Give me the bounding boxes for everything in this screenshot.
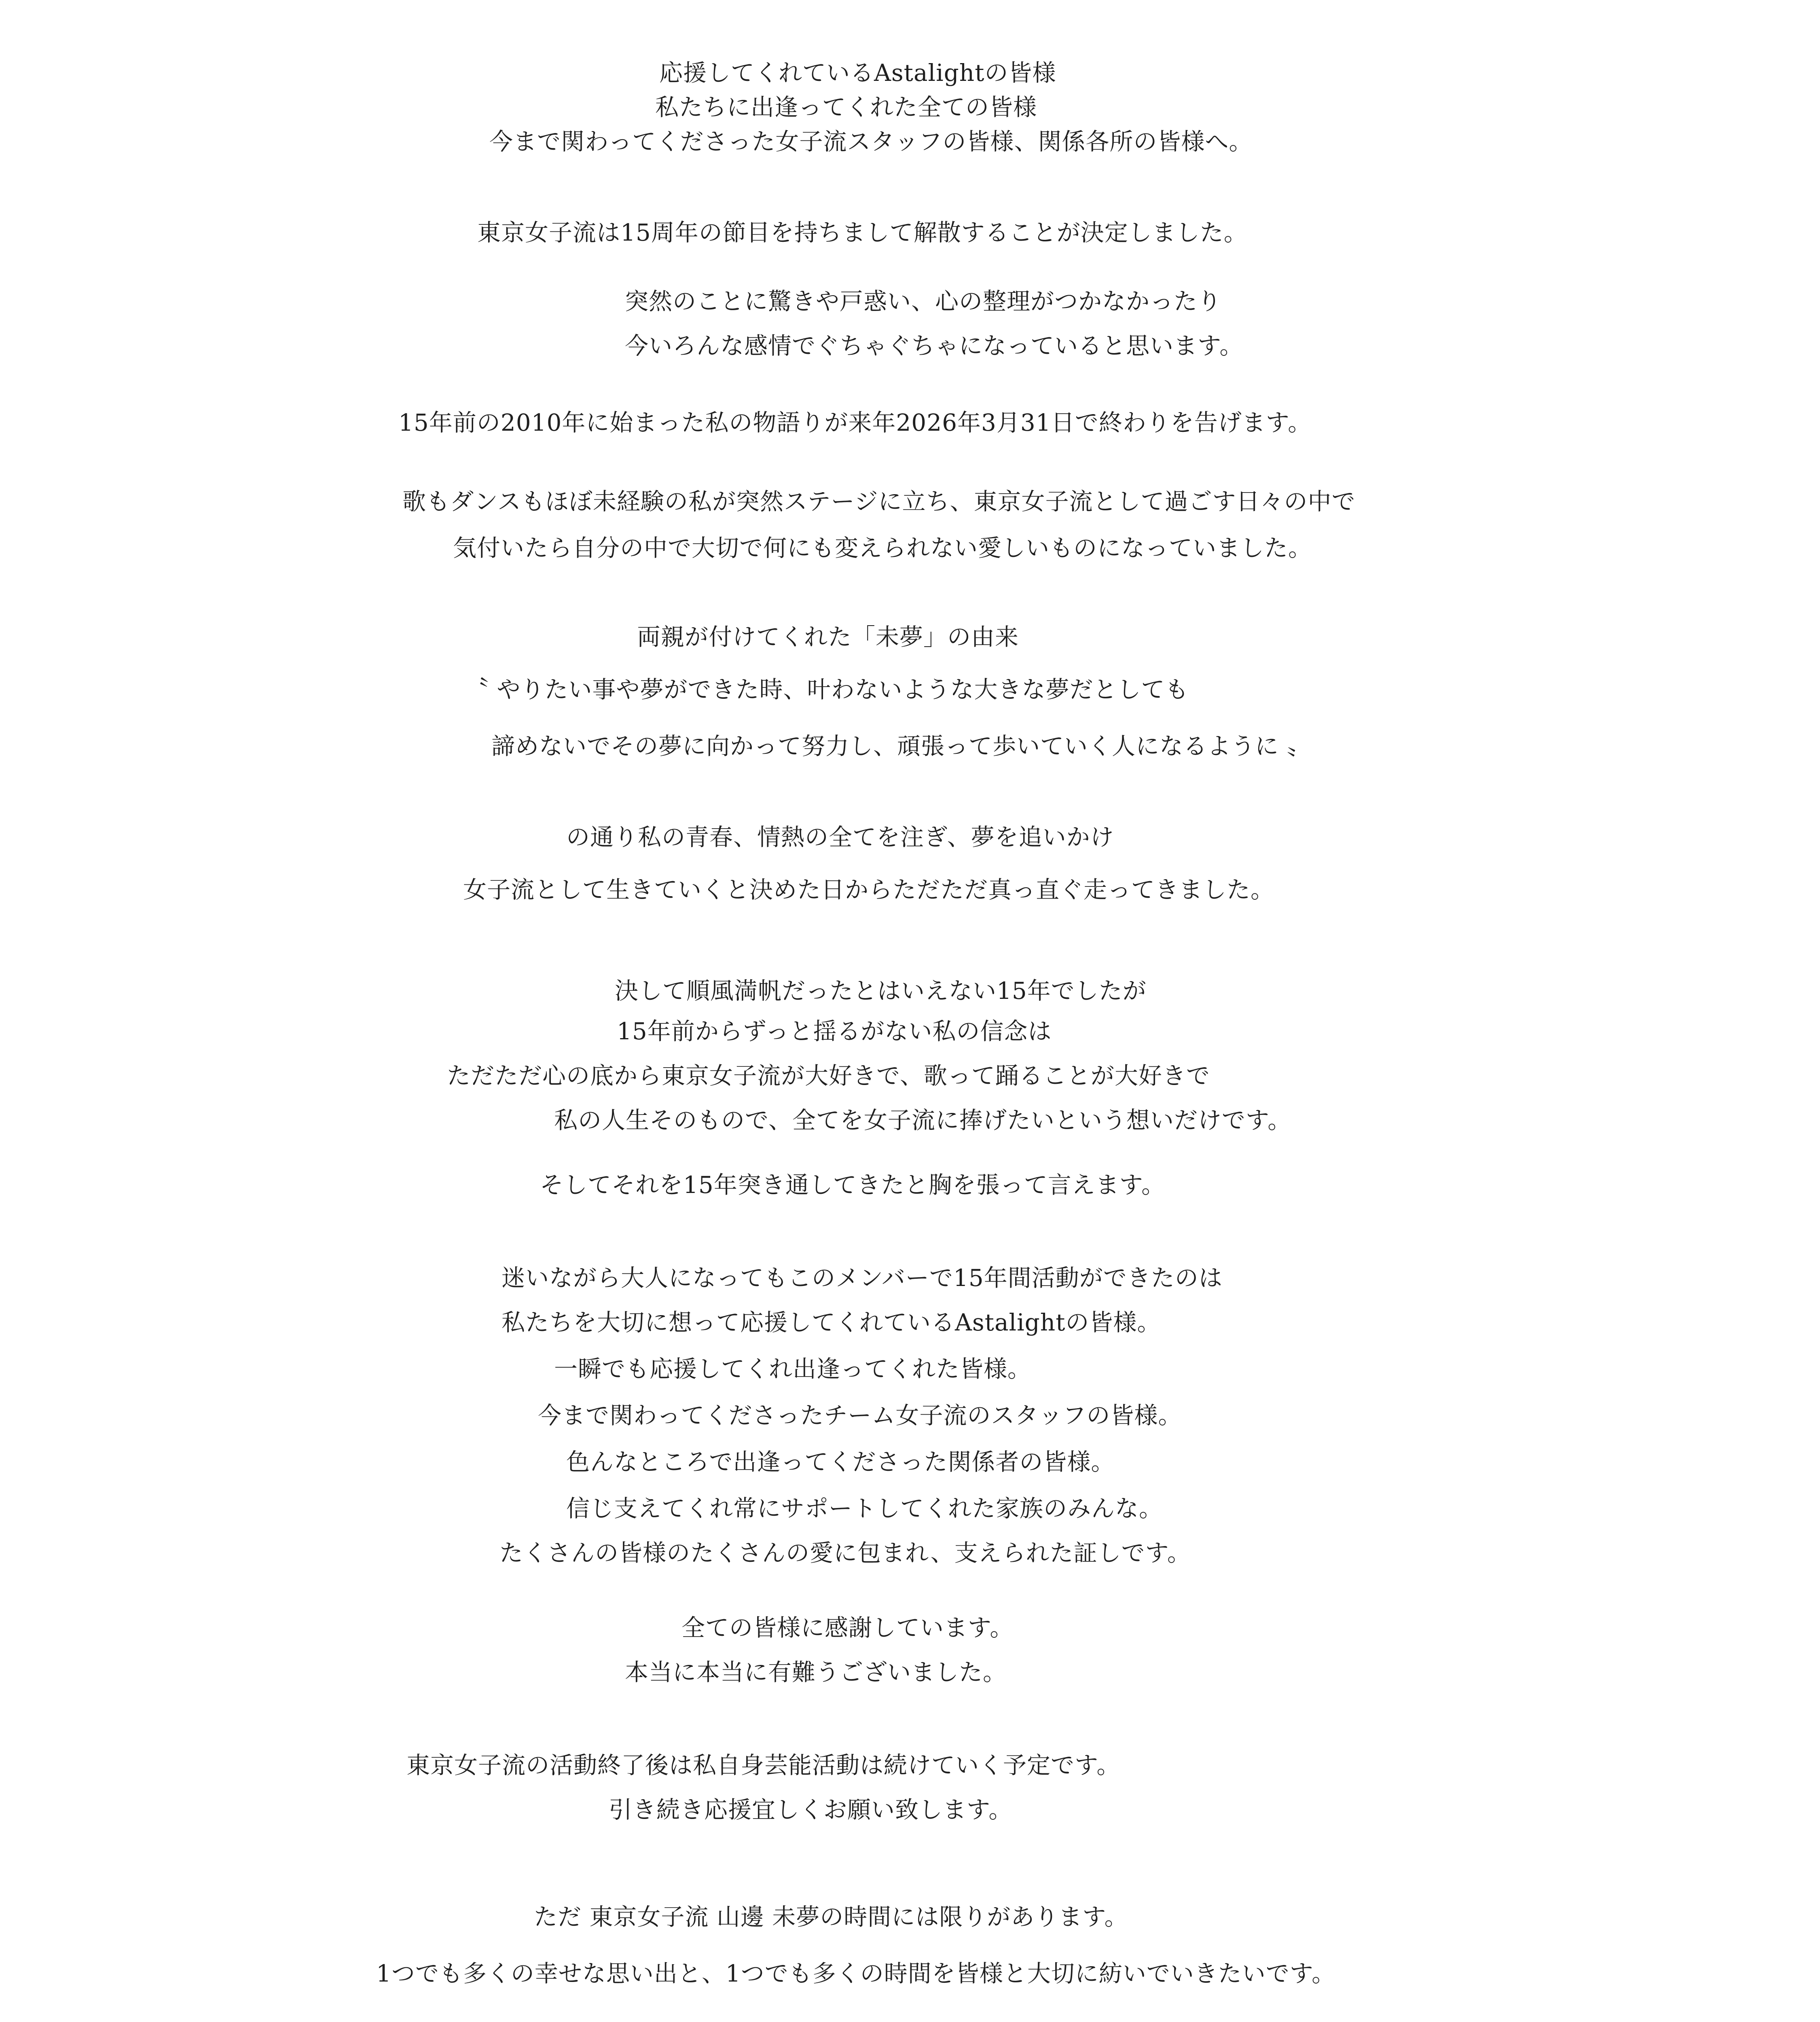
letter-line: 私の人生そのもので、全てを女子流に捧げたいという想いだけです。 (554, 1106, 1292, 1134)
letter-line: 1つでも多くの幸せな思い出と、1つでも多くの時間を皆様と大切に紡いでいきたいです。 (376, 1960, 1336, 1987)
letter-line: 全ての皆様に感謝しています。 (681, 1614, 1014, 1641)
letter-line: 信じ支えてくれ常にサポートしてくれた家族のみんな。 (566, 1495, 1163, 1522)
letter-line: 今いろんな感情でぐちゃぐちゃになっていると思います。 (625, 332, 1244, 360)
letter-line: ただただ心の底から東京女子流が大好きで、歌って踊ることが大好きで (447, 1062, 1210, 1089)
letter-line: 本当に本当に有難うございました。 (625, 1658, 1007, 1686)
letter-line: 諦めないでその夢に向かって努力し、頑張って歩いていく人になるように 〟 (491, 732, 1311, 760)
letter-line: 引き続き応援宜しくお願い致します。 (609, 1796, 1013, 1823)
letter-line: そしてそれを15年突き通してきたと胸を張って言えます。 (540, 1171, 1166, 1199)
letter-line: たくさんの皆様のたくさんの愛に包まれ、支えられた証しです。 (499, 1539, 1191, 1567)
letter-line: 私たちを大切に想って応援してくれているAstalightの皆様。 (502, 1309, 1161, 1336)
letter-line: 歌もダンスもほぼ未経験の私が突然ステージに立ち、東京女子流として過ごす日々の中で (402, 488, 1356, 515)
letter-line: 今まで関わってくださった女子流スタッフの皆様、関係各所の皆様へ。 (489, 128, 1253, 155)
letter-line: 15年前からずっと揺るがない私の信念は (617, 1017, 1052, 1045)
letter-line: 今まで関わってくださったチーム女子流のスタッフの皆様。 (538, 1402, 1182, 1429)
letter-line: 一瞬でも応援してくれ出逢ってくれた皆様。 (554, 1355, 1032, 1383)
letter-line: 私たちに出逢ってくれた全ての皆様 (655, 93, 1037, 121)
letter-line: ただ 東京女子流 山邊 未夢の時間には限りがあります。 (534, 1903, 1128, 1931)
letter-line: 応援してくれているAstalightの皆様 (659, 59, 1056, 87)
letter-line: 色んなところで出逢ってくださった関係者の皆様。 (566, 1448, 1115, 1476)
letter-line: 女子流として生きていくと決めた日からただただ真っ直ぐ走ってきました。 (463, 876, 1275, 903)
letter-line: 迷いながら大人になってもこのメンバーで15年間活動ができたのは (502, 1264, 1223, 1292)
letter-line: 両親が付けてくれた「未夢」の由来 (637, 623, 1019, 651)
letter-line: 東京女子流は15周年の節目を持ちまして解散することが決定しました。 (477, 219, 1248, 246)
letter-line: の通り私の青春、情熱の全てを注ぎ、夢を追いかけ (566, 823, 1114, 851)
letter-line: 気付いたら自分の中で大切で何にも変えられない愛しいものになっていました。 (453, 534, 1312, 562)
letter-line: 突然のことに驚きや戸惑い、心の整理がつかなかったり (625, 288, 1222, 315)
letter-line: 15年前の2010年に始まった私の物語りが来年2026年3月31日で終わりを告げます。 (398, 409, 1312, 436)
letter-line: 決して順風満帆だったとはいえない15年でしたが (615, 977, 1147, 1005)
letter-line: 〝 やりたい事や夢ができた時、叶わないような大きな夢だとしても (465, 676, 1189, 703)
letter-line: 東京女子流の活動終了後は私自身芸能活動は続けていく予定です。 (406, 1751, 1121, 1779)
